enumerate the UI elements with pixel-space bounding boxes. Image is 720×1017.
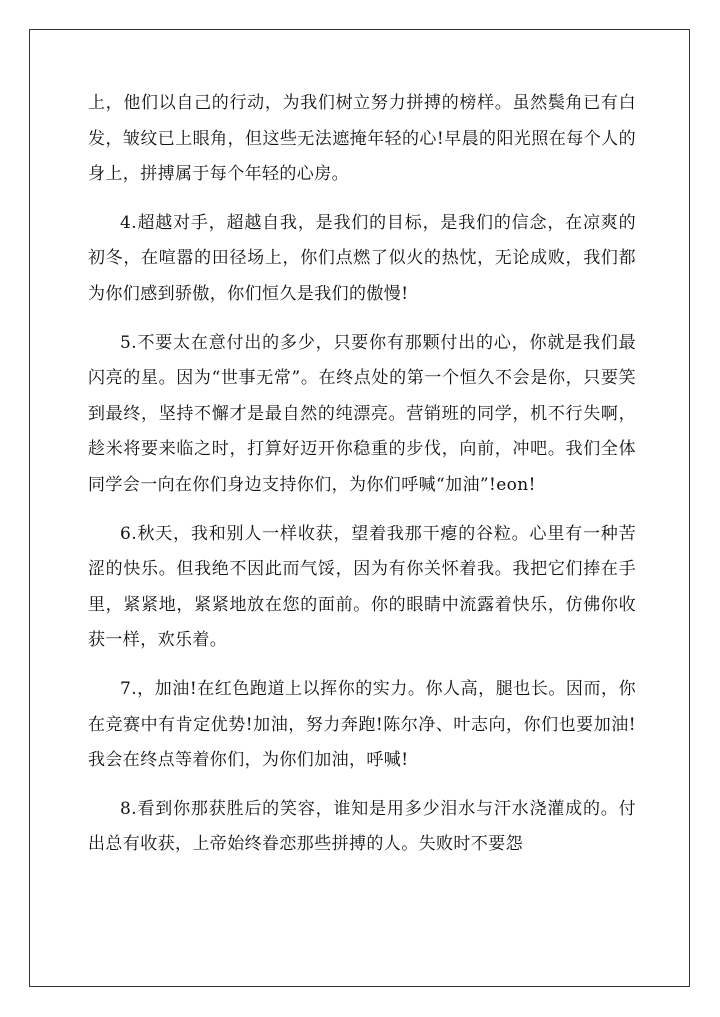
paragraph-continuation: 上，他们以自己的行动，为我们树立努力拼搏的榜样。虽然鬓角已有白发，皱纹已上眼角，但这些无法遮掩年轻的心!早晨的阳光照在每个人的身上，拼搏属于每个年轻的心房。 <box>88 93 636 185</box>
paragraph-item-8-text: 8.看到你那获胜后的笑容，谁知是用多少泪水与汗水浇灌成的。付出总有收获，上帝始终眷恋那些拼搏的人。失败时不要怨 <box>88 798 636 855</box>
indent-spacer <box>88 524 120 544</box>
indent-spacer <box>88 213 120 233</box>
indent-spacer <box>88 679 120 699</box>
paragraph-item-6 <box>88 517 636 659</box>
paragraph-item-7-text: 7.，加油!在红色跑道上以挥你的实力。你人高，腿也长。因而，你在竞赛中有肯定优势!加油，努力奔跑!陈尔净、叶志向，你们也要加油!我会在终点等着你们，为你们加油，呼喊! <box>88 678 636 771</box>
paragraph-item-5-text: 5.不要太在意付出的多少，只要你有那颗付出的心，你就是我们最闪亮的星。因为“世事无常”。在终点处的第一个恒久不会是你，只要笑到最终，坚持不懈才是最自然的纯漂亮。营销班的同学，机不行失啊，趁米将要来临之时，打算好迈开你稳重的步伐，向前，冲吧。我们全体同学会一向在你们身边支持你们，为你们呼喊“加油”!eon! <box>88 332 636 495</box>
indent-spacer <box>88 333 120 353</box>
paragraph-item-6-text: 6.秋天，我和别人一样收获，望着我那干瘪的谷粒。心里有一种苦涩的快乐。但我绝不因此而气馁，因为有你关怀着我。我把它们捧在手里，紧紧地，紧紧地放在您的面前。你的眼睛中流露着快乐，仿佛你收获一样，欢乐着。 <box>88 523 636 651</box>
paragraph-item-4 <box>88 206 636 313</box>
document-body <box>88 86 636 876</box>
paragraph-item-8 <box>88 792 636 863</box>
paragraph-item-4-text: 4.超越对手，超越自我，是我们的目标，是我们的信念，在凉爽的初冬，在喧嚣的田径场上，你们点燃了似火的热忱，无论成败，我们都为你们感到骄傲，你们恒久是我们的傲慢! <box>88 212 636 304</box>
paragraph-item-5 <box>88 326 636 504</box>
indent-spacer <box>88 799 120 819</box>
paragraph-item-7 <box>88 672 636 779</box>
